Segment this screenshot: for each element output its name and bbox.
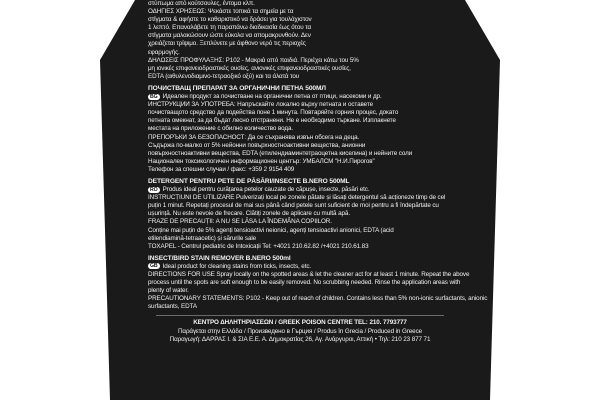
bulgarian-line: ПРЕПОРЪКИ ЗА БЕЗОПАСНОСТ: Да се съхранява извън обсега на деца. <box>148 133 360 141</box>
bulgarian-line: Съдържа по-малко от 5% нейонни повърхностноактивни вещества, анионни <box>148 141 366 149</box>
romanian-line: Produs ideal pentru curățarea petelor cauzate de căpușe, insecte, păsări etc. <box>162 186 370 194</box>
bulgarian-line: Идеален продукт за почистване на органични петна от птици, насекоми и др. <box>162 93 382 101</box>
greek-line: χρειάζεται τρίψιμο. Ξεπλύνετε με άφθονο νερό τις περιοχές <box>148 40 306 48</box>
manufacturer-line: Παραγωγή: ΔΑΡΡΑΣ Ι. & ΣΙΑ Ε.Ε. Α. Δημοκρατίας 26, Αγ. Ανάργυροι, Αττική • Τηλ: 210 23 877 71 <box>169 335 431 343</box>
greek-line: στίγματα μαλακώσουν ώστε εύκολα να απομακρυνθούν. Δεν <box>148 32 311 40</box>
bulgarian-line: ИНСТРУКЦИИ ЗА УПОТРЕБА: Напръскайте локално върху петната и оставете <box>148 101 373 109</box>
romanian-line: ușurință. Nu este nevoie de frecare. Clătiți zonele de aplicare cu multă apă. <box>148 210 350 218</box>
romanian-line: TOXAPEL - Centrul pediatric de Intoxicații Tel: +4021 210.62.82 /+4021 210.61.83 <box>148 242 369 250</box>
bulgarian-language-badge: BG <box>150 93 158 100</box>
english-language-badge: GB <box>150 263 158 270</box>
romanian-line: puțin 1 minut. Repetați procesul de mai sus până când petele sunt suficient de moi pentru a fi îndepărtate cu <box>148 202 439 210</box>
origin-line: Παράγεται στην Ελλάδα / Произведено в Гърция / Produs în Grecia / Produced in Greece <box>177 327 423 335</box>
product-label <box>148 0 488 400</box>
bulgarian-line: Национален токсикологичен информационен център: УМБАЛСМ "Н.И.Пирогов" <box>148 157 375 165</box>
english-section <box>148 254 488 312</box>
bulgarian-line: Телефон за спешни случаи / факс: +359 2 9154 409 <box>148 165 295 173</box>
greek-line: στίγματα & αφήστε το καθαριστικό να δράσει για τουλάχιστον <box>148 16 312 24</box>
footer-divider <box>156 315 444 316</box>
bulgarian-title: ПОЧИСТВАЩ ПРЕПАРАТ ЗА ОРГАНИЧНИ ПЕТНА 500МЛ <box>148 84 326 92</box>
romanian-line: etilendiamină-tetraacetic) și sărurile sale <box>148 234 257 242</box>
english-line: process until the spots are soft enough to be easily removed. No scrubbing needed. Rinse the application areas with <box>148 279 461 287</box>
greek-line: ΔΗΛΩΣΕΙΣ ΠΡΟΦΥΛΑΞΗΣ: P102 - Μακριά από παιδιά. Περιέχει κάτω του 5% <box>148 56 359 64</box>
romanian-line: INSTRUCȚIUNI DE UTILIZARE Pulverizați local pe zonele pătate și lăsați detergentul să acționeze timp de cel <box>148 194 446 202</box>
english-line: PRECAUTIONARY STATEMENTS: P102 - Keep out of reach of children. Contains less than 5% non-ionic surfactants, anionic <box>148 295 488 303</box>
greek-section <box>148 0 452 81</box>
english-line: Ideal product for cleaning stains from ticks, insects, etc. <box>162 262 312 270</box>
romanian-section <box>148 178 452 251</box>
bulgarian-line: почистващото средство да подейства поне 1 минута. Повтаряйте горния процес, докато <box>148 109 399 117</box>
romanian-title: DETERGENT PENTRU PETE DE PĂSĂRI/INSECTE B.NERO 500ML <box>148 177 350 185</box>
bulgarian-line: местата на приложение с обилно количество вода. <box>148 125 294 133</box>
romanian-language-badge: RO <box>150 186 158 193</box>
english-line: DIRECTIONS FOR USE Spray locally on the spotted areas & let the cleaner act for at least 1 minute. Repeat the above <box>148 271 470 278</box>
bulgarian-section <box>148 85 452 174</box>
greek-line: εφαρμογής. <box>148 48 180 56</box>
greek-line: μη ιονικές επιφανειοδραστικές ουσίες, ανιονικές επιφανειοδραστικές ουσίες, <box>148 64 351 72</box>
romanian-line: Conține mai puțin de 5% agenți tensioactivi neionici, agenți tensioactivi anionici, EDTA (acid <box>148 226 394 234</box>
greek-line: στύπωμα από κούτσουλες, έντομα κλπ. <box>148 0 255 7</box>
english-title: INSECT/BIRD STAIN REMOVER B.NERO 500ml <box>148 254 291 262</box>
greek-line: 1 λεπτό. Επαναλάβετε τη παραπάνω διαδικασία έως ότου τα <box>148 24 312 32</box>
romanian-line: FRAZE DE PRECAUȚII: A NU SE LĂSA LA ÎNDEMÂNA COPIILOR. <box>148 218 332 226</box>
bulgarian-line: повърхностноактивни вещества, EDTA (етилендиаминтетраоцетна киселина) и нейните соли <box>148 149 413 157</box>
bulgarian-line: петната омекнат, за да бъдат лесно отстранени. Не е необходимо търкане. Изплакнете <box>148 117 396 125</box>
poison-centre-line: ΚΕΝΤΡΟ ΔΗΛΗΤΗΡΙΑΣΕΩΝ / GREEK POISON CENTRE TEL: 210. 7793777 <box>193 319 407 327</box>
greek-line: EDTA (αιθυλενοδιαμινο-τετραοξικό οξύ) και τα άλατά του <box>148 72 300 80</box>
greek-line: ΟΔΗΓΙΕΣ ΧΡΗΣΕΩΣ: Ψεκάστε τοπικά τα σημεία με τα <box>148 8 294 16</box>
label-footer <box>148 319 452 343</box>
english-line: surfactants, EDTA <box>148 303 197 311</box>
english-line: plenty of water. <box>148 287 189 295</box>
